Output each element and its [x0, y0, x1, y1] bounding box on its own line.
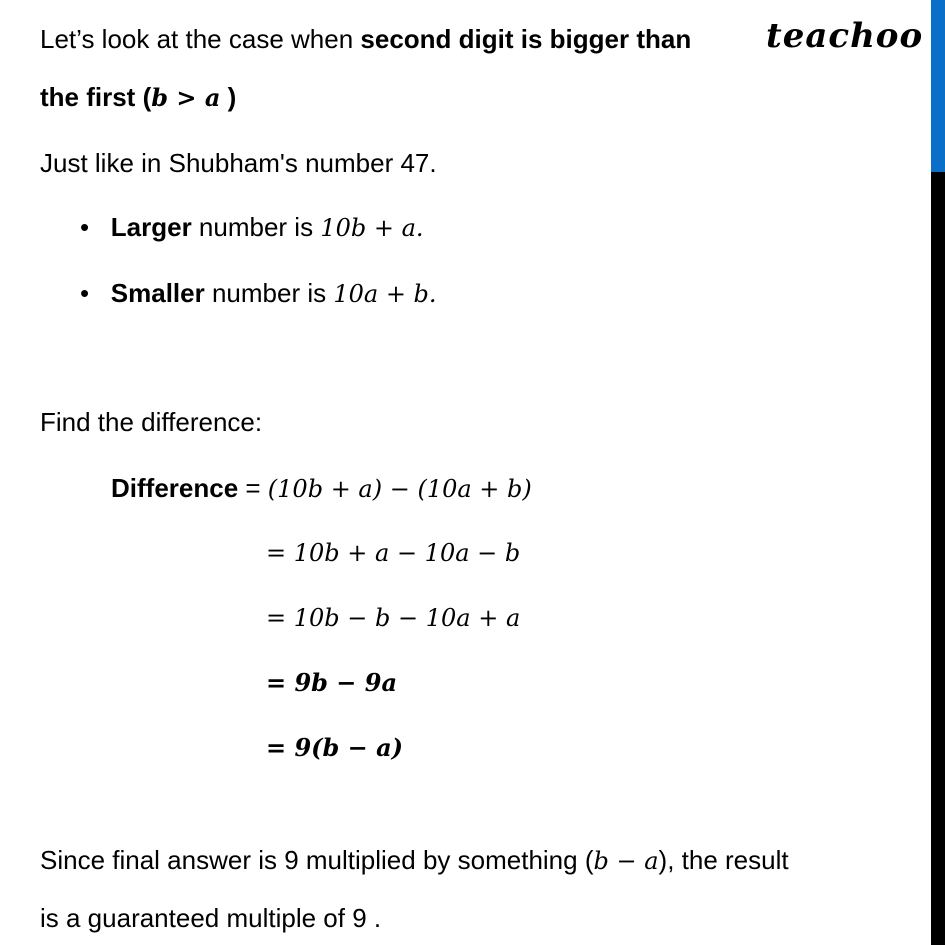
step-1: = 10b + a − 10a − b [266, 539, 521, 567]
bullet-larger [80, 210, 424, 245]
bullet-bold: Smaller [110, 278, 205, 308]
conclusion-math: b − a [593, 847, 659, 875]
difference-line [111, 471, 532, 506]
bullet-icon: • [80, 212, 111, 242]
conclusion-text-end: ), the result [658, 845, 789, 875]
bullet-bold: Larger [110, 212, 192, 242]
condition-close: ) [220, 82, 237, 112]
bullet-math: 10a + b. [333, 280, 437, 308]
teachoo-logo: teachoo [766, 16, 924, 56]
scrollbar-thumb[interactable] [931, 0, 945, 172]
find-heading: Find the difference: [40, 407, 263, 437]
intro-line [40, 22, 691, 56]
equals: = [238, 473, 268, 503]
conclusion-line-1 [40, 843, 789, 878]
intro-bold: second digit is bigger than [360, 24, 692, 54]
conclusion-text: Since final answer is 9 multiplied by something ( [40, 845, 594, 875]
step-2: = 10b − b − 10a + a [266, 604, 521, 632]
intro-text: Let’s look at the case when [40, 24, 361, 54]
bullet-math: 10b + a. [320, 214, 424, 242]
bullet-text: number is [191, 212, 321, 242]
bullet-text: number is [204, 278, 334, 308]
example-line: Just like in Shubham's number 47. [40, 148, 437, 178]
condition-line [40, 80, 236, 115]
bullet-icon: • [80, 278, 111, 308]
condition-bold: the first ( [40, 82, 152, 112]
bullet-smaller [80, 276, 437, 311]
conclusion-line-2: is a guaranteed multiple of 9 . [40, 903, 382, 933]
scrollbar-track[interactable] [931, 172, 945, 945]
difference-math: (10b + a) − (10a + b) [267, 475, 532, 503]
condition-math: b > a [151, 83, 221, 112]
step-3: = 9b − 9a [266, 668, 398, 697]
difference-label: Difference [111, 473, 239, 503]
step-4: = 9(b − a) [266, 733, 404, 762]
